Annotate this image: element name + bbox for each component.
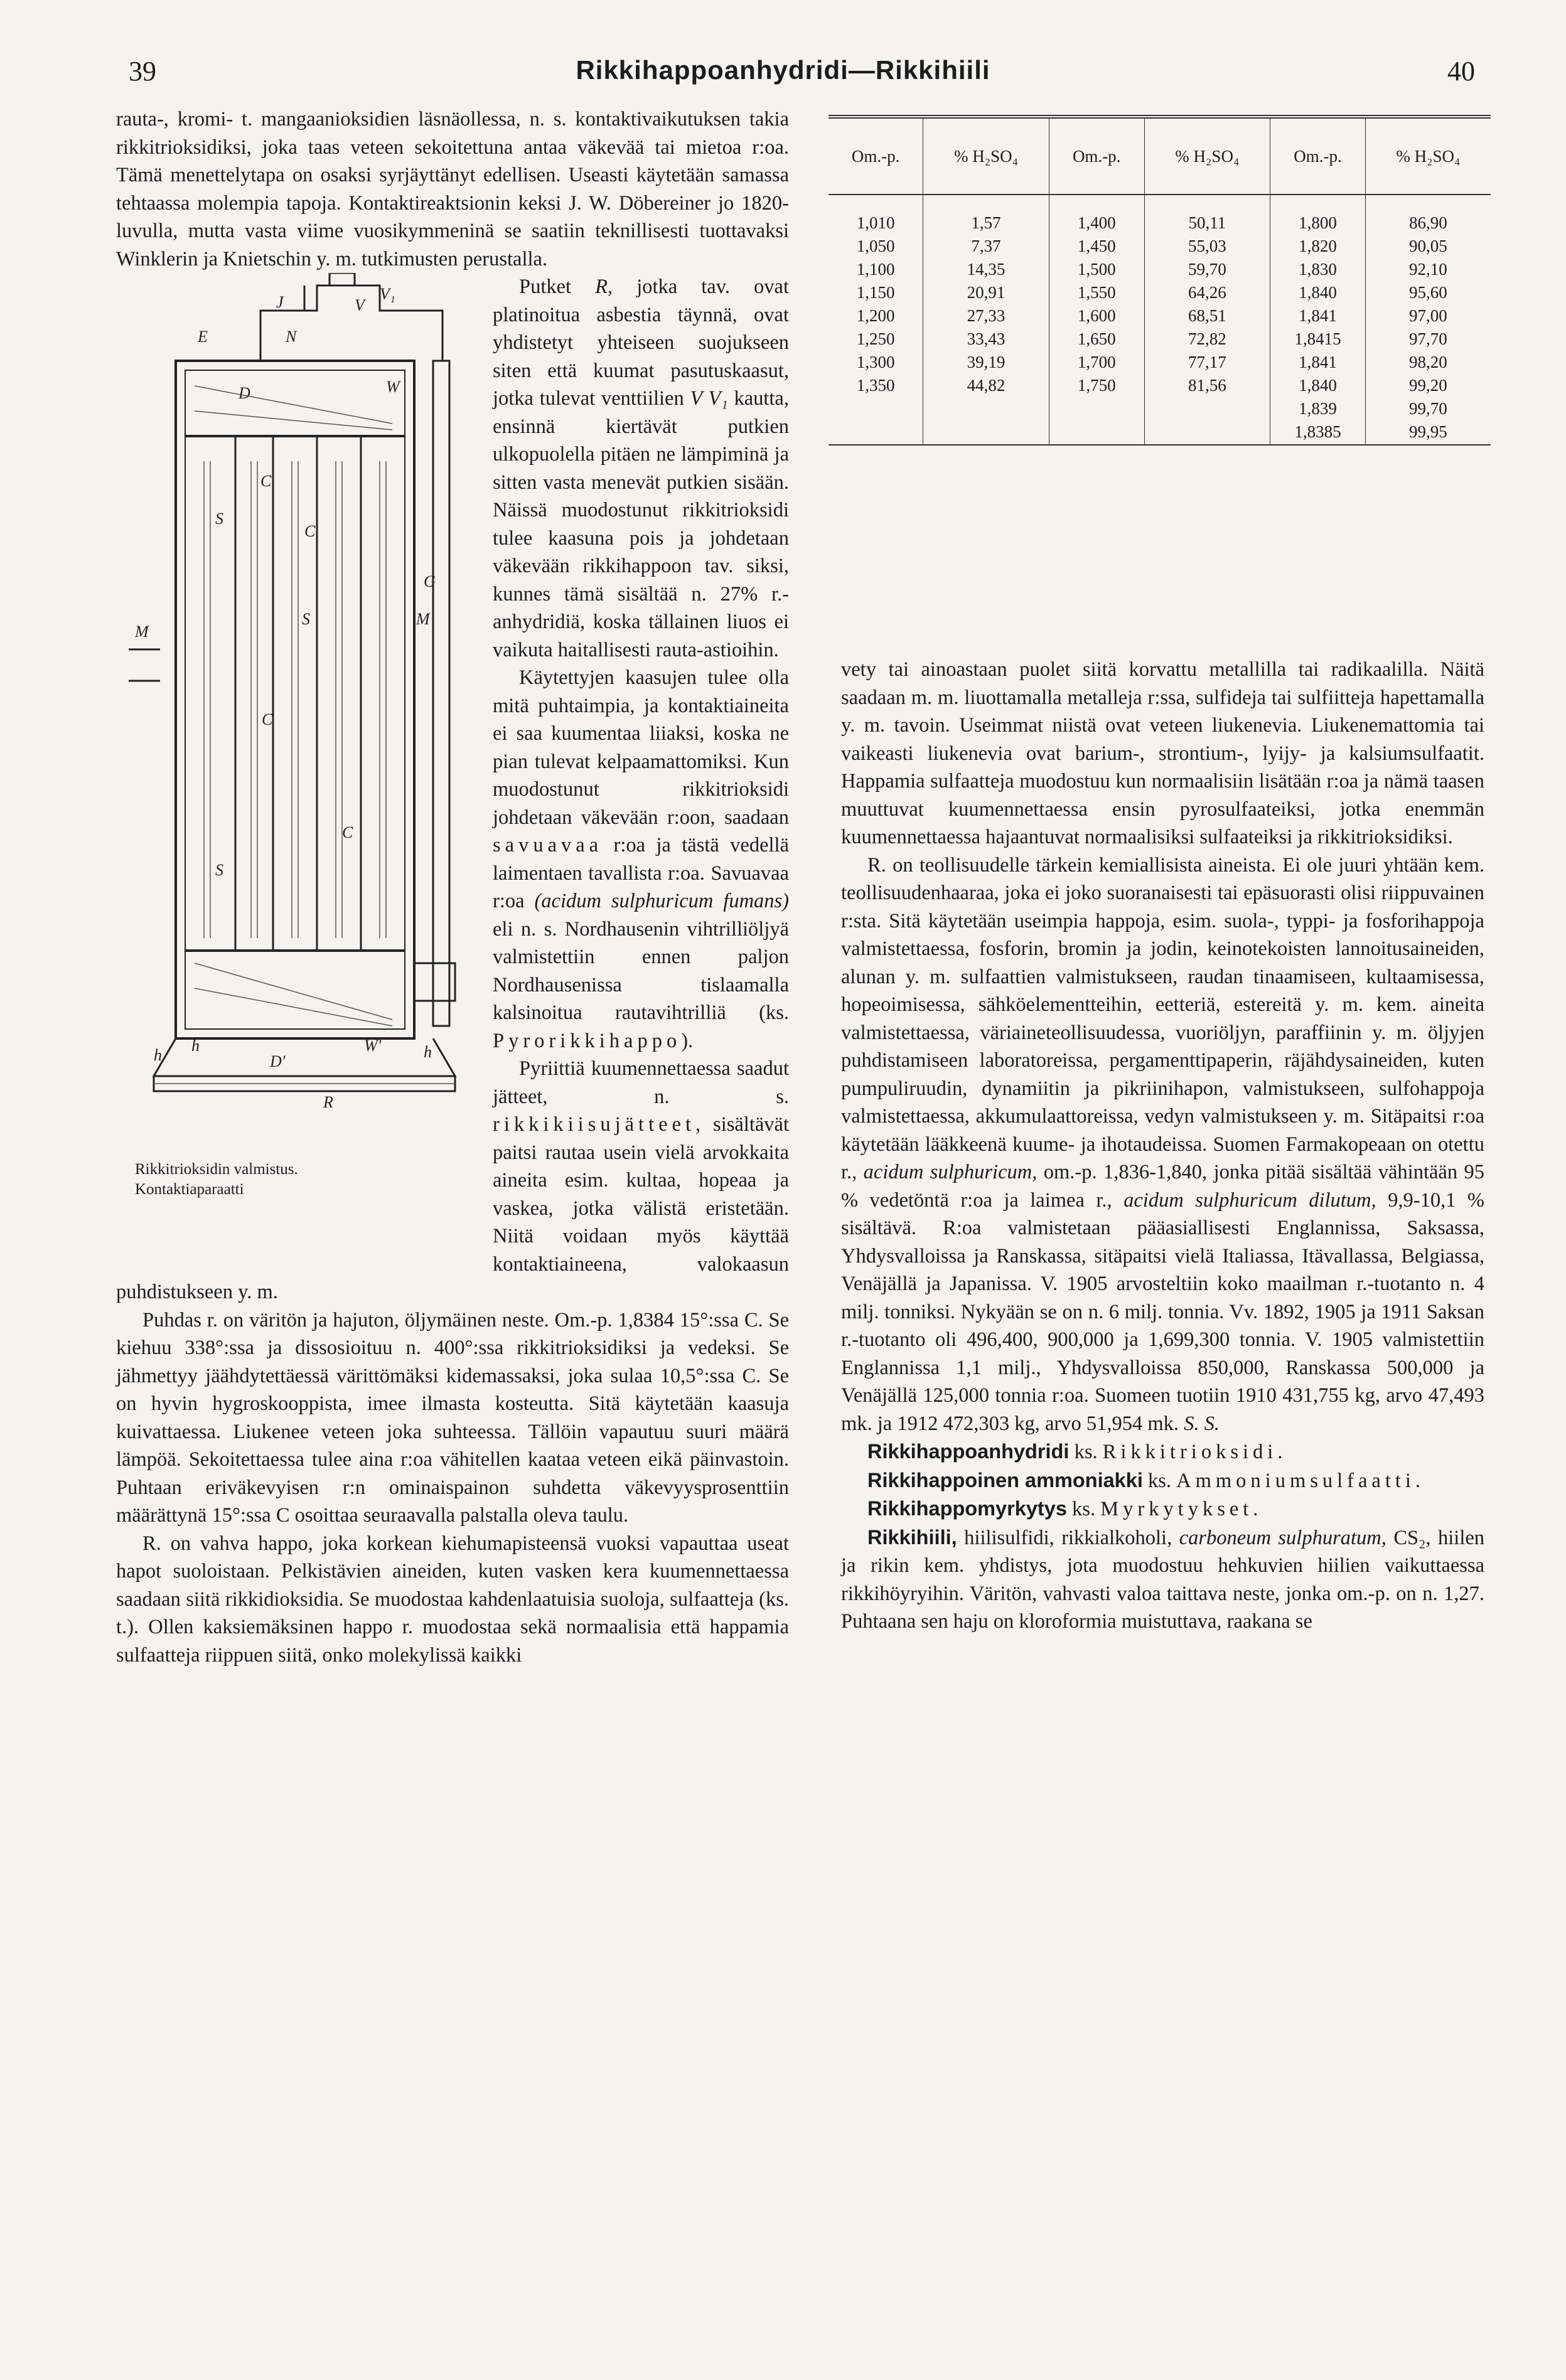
table-cell: 1,500 bbox=[1077, 260, 1116, 279]
figure-label: G bbox=[424, 572, 436, 590]
table-cell: 97,70 bbox=[1409, 329, 1447, 348]
table-cell: 1,750 bbox=[1077, 376, 1116, 395]
table-cell: 90,05 bbox=[1409, 237, 1447, 255]
table-header: % H₂SO₄ bbox=[1144, 117, 1270, 195]
figure-label: V₁ bbox=[380, 285, 395, 303]
table-cell: 1,100 bbox=[856, 260, 895, 279]
figure-label: E bbox=[198, 328, 208, 346]
figure-label: S bbox=[215, 510, 223, 528]
figure-label: h bbox=[191, 1037, 200, 1055]
paragraph: vety tai ainoastaan puolet siitä korvattu metallilla tai radikaalilla. Näitä saadaan m. m. liuottamalla metalleja r:ssa, sulfideja tai sulfiitteja hapettamalla y. m. tavoin. Useimmat niistä ovat veteen liukenevia. Liukenemattomia tai vaikeasti liukenevia ovat barium-, strontium-, lyijy- ja kalsiumsulfaatit. Happamia sulfaatteja muodostuu kun normaalisiin lisätään r:oa ja nämä taasen muuttuvat kuumennettaessa ensin pyrosulfaateiksi, jotka enemmän kuumennettaessa hajaantuvat normaalisiksi sulfaateiksi ja rikkitrioksidiksi. bbox=[841, 658, 1484, 848]
paragraph: R. on teollisuudelle tärkein kemiallisista aineista. Ei ole juuri yhtään kem. teollisuudenhaaraa, joka ei joko suoranaisesti tai epäsuorasti olisi riippuvainen r:sta. Sitä käytetään useimpia happoja, esim. suola-, typpi- ja fosforihappoja valmistettaessa, fosforin, bromin ja jodin, keinotekoisten lannoitusaineiden, alunan y. m. sulfaattien valmistukseen, raudan tinaamiseen, kultaamisessa, hopeoimisessa, sähköelementteihin, eetteriä, estereitä y. m. kem. aineita valmistettaessa, väriaineteollisuudessa, vuoriöljyn, paraffiinin y. m. öljyjen puhdistamiseen laboratoreissa, pergamenttipaperin, räjähdysaineiden, kuten pumpuliruudin, dynamiitin ja pikriinihapon, valmistukseen, sulfohappoja valmistettaessa, akkumulaattoreissa, vedyn valmistukseen y. m. Sitäpaitsi r:oa käytetään lääkkeenä kuume- ja ihotaudeissa. Suomen Farmakopeaan on otettu r., acidum sulphuricum, om.-p. 1,836-1,840, jonka pitää sisältää vähintään 95 % vedetöntä r:oa ja laimea r., acidum sulphuricum dilutum, 9,9-10,1 % sisältävä. R:oa valmistetaan pääasiallisesti Englannissa, Saksassa, Yhdysvalloissa ja Ranskassa, sitäpaitsi vielä Italiassa, Itävallassa, Belgiassa, Venäjällä ja Japanissa. V. 1905 arvosteltiin koko maailman r.-tuotanto n. 4 milj. tonniksi. Nykyään se on n. 6 milj. tonnia. Vv. 1892, 1905 ja 1911 Saksan r.-tuotanto oli 496,400, 900,000 ja 1,699,300 tonnia. V. 1905 valmistettiin Englannissa 1,1 milj., Yhdysvalloissa 850,000, Ranskassa 500,000 ja Venäjällä 125,000 tonnia r:oa. Suomeen tuotiin 1910 431,755 kg, arvo 47,493 mk. ja 1912 472,303 kg, arvo 51,954 mk. S. S. bbox=[841, 853, 1484, 1435]
table-cell: 1,57 bbox=[971, 213, 1001, 232]
paragraph: Käytettyjen kaasujen tulee olla mitä puhtaimpia, ja kontaktiaineita ei saa kuumentaa liiaksi, koska ne pian tulevat kelpaamattomiksi. Kun muodostunut rikkitrioksidi johdetaan väkevään r:oon, saadaan savuavaa r:oa ja tästä vedellä laimentaen tavallista r:oa. Savuavaa r:oa (acidum sulphuricum fumans) eli n. s. Nordhausenin vihtrilliöljyä valmistettiin ennen paljon Nordhausenissa tislaamalla kalsinoitua rautavihtrilliä (ks. Pyrorikkihappo). bbox=[493, 666, 790, 1052]
dictionary-entry: Rikkihappoinen ammoniakki ks. Ammoniumsulfaatti. bbox=[867, 1468, 1425, 1492]
table-cell: 1,050 bbox=[856, 237, 895, 255]
table-cell: 86,90 bbox=[1409, 213, 1447, 232]
left-column bbox=[116, 105, 789, 1669]
table-cell: 59,70 bbox=[1188, 260, 1226, 279]
table-cell: 1,700 bbox=[1077, 353, 1116, 371]
table-cell: 27,33 bbox=[967, 306, 1006, 325]
figure-label: N bbox=[286, 328, 297, 346]
table-cell: 1,840 bbox=[1299, 283, 1337, 302]
figure-label: M bbox=[135, 622, 149, 641]
table-cell: 44,82 bbox=[967, 376, 1006, 395]
table-cell: 99,20 bbox=[1409, 376, 1447, 395]
figure-label: S bbox=[302, 610, 310, 628]
table-cell: 1,010 bbox=[856, 213, 895, 232]
figure-label: D' bbox=[270, 1052, 286, 1070]
table-cell: 81,56 bbox=[1188, 376, 1226, 395]
table-cell: 1,8415 bbox=[1294, 329, 1341, 348]
table-cell: 64,26 bbox=[1188, 283, 1226, 302]
table-cell: 99,95 bbox=[1409, 422, 1447, 441]
paragraph: Puhdas r. on väritön ja hajuton, öljymäinen neste. Om.-p. 1,8384 15°:ssa C. Se kiehuu 338°:ssa ja dissosioituu n. 400°:ssa rikkitrioksidiksi ja vedeksi. Se jähmettyy jäähdytettäessä värittömäksi kidemassaksi, joka sulaa 10,5°:ssa C. Se on hyvin hygroskooppista, imee ilmasta kosteutta. Sitä käytetään kaasuja kuivattaessa. Liukenee veteen joka suhteessa. Tällöin vapautuu suuri määrä lämpöä. Sekoitettaessa tulee aina r:oa vähitellen kaataa veteen eikä päinvastoin. Puhtaan eriväkevyisen r:n ominaispainon suhdetta väkevyysprosenttiin määrättynä 15°:ssa C osoittaa seuraavalla palstalla oleva taulu. bbox=[116, 1308, 789, 1527]
contact-apparatus-drawing bbox=[116, 273, 481, 1151]
table-cell: 1,250 bbox=[856, 329, 895, 348]
figure-caption: Rikkitrioksidin valmistus. Kontaktiaparaatti bbox=[135, 1160, 298, 1198]
figure-label: D bbox=[239, 384, 250, 402]
dictionary-entry: Rikkihappomyrkytys ks. Myrkytykset. bbox=[867, 1497, 1263, 1520]
table-cell: 95,60 bbox=[1409, 283, 1447, 302]
table-cell: 50,11 bbox=[1188, 213, 1226, 232]
table-cell: 1,840 bbox=[1299, 376, 1337, 395]
density-table bbox=[829, 115, 1491, 629]
paragraph: Putket R, jotka tav. ovat platinoitua asbestia täynnä, ovat yhdistetyt yhteiseen suojukseen siten että kuumat pasutuskaasut, jotka tulevat venttiilien V V₁ kautta, ensinnä kiertävät putkien ulkopuolella pitäen ne lämpiminä ja sitten vasta menevät putkien sisään. Näissä muodostunut rikkitrioksidi tulee kaasuna pois ja johdetaan väkevään rikkihappoon tav. siksi, kunnes tämä sisältää n. 27% r.-anhydridiä, koska tällainen liuos ei vaikuta haitallisesti rauta-astioihin. bbox=[493, 275, 790, 661]
figure-label: C bbox=[262, 710, 273, 728]
running-title: Rikkihappoanhydridi—Rikkihiili bbox=[576, 55, 990, 85]
page-number-right: 40 bbox=[1447, 56, 1475, 87]
table-cell: 1,841 bbox=[1299, 306, 1337, 325]
figure-label: h bbox=[424, 1043, 432, 1061]
table-cell: 1,550 bbox=[1077, 283, 1116, 302]
table-cell: 33,43 bbox=[967, 329, 1006, 348]
table-cell: 92,10 bbox=[1409, 260, 1447, 279]
table-column bbox=[1270, 195, 1366, 445]
table-cell: 1,830 bbox=[1299, 260, 1337, 279]
figure-label: C bbox=[304, 522, 316, 540]
page-number-left: 39 bbox=[129, 56, 156, 87]
table-cell: 20,91 bbox=[967, 283, 1006, 302]
table-cell: 39,19 bbox=[967, 353, 1006, 371]
table-cell: 7,37 bbox=[971, 237, 1001, 255]
table-cell: 98,20 bbox=[1409, 353, 1447, 371]
figure-label: J bbox=[276, 293, 284, 311]
table-cell: 1,841 bbox=[1299, 353, 1337, 371]
paragraph: Pyriittiä kuumennettaessa saadut jätteet, n. s. rikkikiisujätteet, sisältävät paitsi rautaa usein vielä arvokkaita aineita esim. kultaa, hopeaa ja vaskea, jotka välistä eristetään. Niitä voidaan myös käyttää kontaktiaineena, valokaasun puhdistukseen y. m. bbox=[116, 1057, 789, 1303]
table-header: Om.-p. bbox=[1270, 117, 1366, 195]
table-cell: 1,650 bbox=[1077, 329, 1116, 348]
table-cell: 1,820 bbox=[1299, 237, 1337, 255]
figure-label: W' bbox=[364, 1037, 382, 1055]
dictionary-entry: Rikkihappoanhydridi ks. Rikkitrioksidi. bbox=[867, 1440, 1287, 1463]
table-header: % H₂SO₄ bbox=[923, 117, 1049, 195]
table-cell: 1,350 bbox=[856, 376, 895, 395]
figure-label: C bbox=[260, 472, 272, 490]
table-cell: 68,51 bbox=[1188, 306, 1226, 325]
table-cell: 1,150 bbox=[856, 283, 895, 302]
table-header: % H₂SO₄ bbox=[1365, 117, 1491, 195]
table-cell: 1,800 bbox=[1299, 213, 1337, 232]
table-cell: 1,839 bbox=[1299, 399, 1337, 418]
figure-label: M bbox=[416, 610, 430, 628]
table-column bbox=[923, 195, 1049, 445]
table-cell: 14,35 bbox=[967, 260, 1006, 279]
table-column bbox=[829, 195, 923, 445]
table-column bbox=[1144, 195, 1270, 445]
table-cell: 1,200 bbox=[856, 306, 895, 325]
paragraph: R. on vahva happo, joka korkean kiehumapisteensä vuoksi vapauttaa useat hapot suoloistaan. Pelkistävien aineiden, kuten vasken kera kuumennettaessa saadaan siitä rikkidioksidia. Se muodostaa kahdenlaatuisia suoloja, sulfaatteja (ks. t.). Ollen kaksiemäksinen happo r. muodostaa sekä normaalisia että happamia sulfaatteja riippuen siitä, onko molekylissä kaikki bbox=[116, 1532, 789, 1667]
figure-label: R bbox=[323, 1093, 333, 1111]
table-cell: 97,00 bbox=[1409, 306, 1447, 325]
dictionary-entry: Rikkihiili, hiilisulfidi, rikkialkoholi, carboneum sulphuratum, CS₂, hiilen ja rikin kem. yhdistys, jota muodostuu hehkuvien hiilien vaikuttaessa rikkihöyryihin. Väritön, vahvasti valoa taittava neste, jonka om.-p. on n. 1,27. Puhtaana sen haju on kloroformia muistuttava, raakana se bbox=[841, 1525, 1485, 1633]
table-header: Om.-p. bbox=[1049, 117, 1144, 195]
figure-label: S bbox=[215, 861, 223, 879]
page-header bbox=[0, 55, 1566, 99]
table-cell: 1,8385 bbox=[1294, 422, 1341, 441]
figure-label: W bbox=[386, 378, 400, 396]
table-cell: 72,82 bbox=[1188, 329, 1226, 348]
table-column bbox=[1049, 195, 1144, 445]
table-cell: 1,450 bbox=[1077, 237, 1116, 255]
table-cell: 99,70 bbox=[1409, 399, 1447, 418]
figure-label: h bbox=[154, 1046, 162, 1064]
table-cell: 1,400 bbox=[1077, 213, 1116, 232]
table-column bbox=[1365, 195, 1491, 445]
right-column bbox=[841, 656, 1484, 1636]
table-cell: 55,03 bbox=[1188, 237, 1226, 255]
paragraph: rauta-, kromi- t. mangaanioksidien läsnäollessa, n. s. kontaktivaikutuksen takia rikkitrioksidiksi, joka taas veteen sekoitettuna antaa väkevää tai mietoa r:oa. Tämä menettelytapa on osaksi syrjäyttänyt edellisen. Useasti käytetään samassa tehtaassa molempia tapoja. Kontaktireaktsionin keksi J. W. Döbereiner jo 1820-luvulla, mutta vasta viime vuosikymmeninä se saatiin teknillisesti tuottavaksi Winklerin ja Knietschin y. m. tutkimusten perustalla. bbox=[116, 108, 789, 270]
figure-label: V bbox=[355, 296, 365, 314]
table-cell: 1,600 bbox=[1077, 306, 1116, 325]
table-header: Om.-p. bbox=[829, 117, 923, 195]
table-cell: 1,300 bbox=[856, 353, 895, 371]
table-cell: 77,17 bbox=[1188, 353, 1226, 371]
figure-label: C bbox=[342, 823, 353, 841]
figure bbox=[116, 273, 481, 1258]
